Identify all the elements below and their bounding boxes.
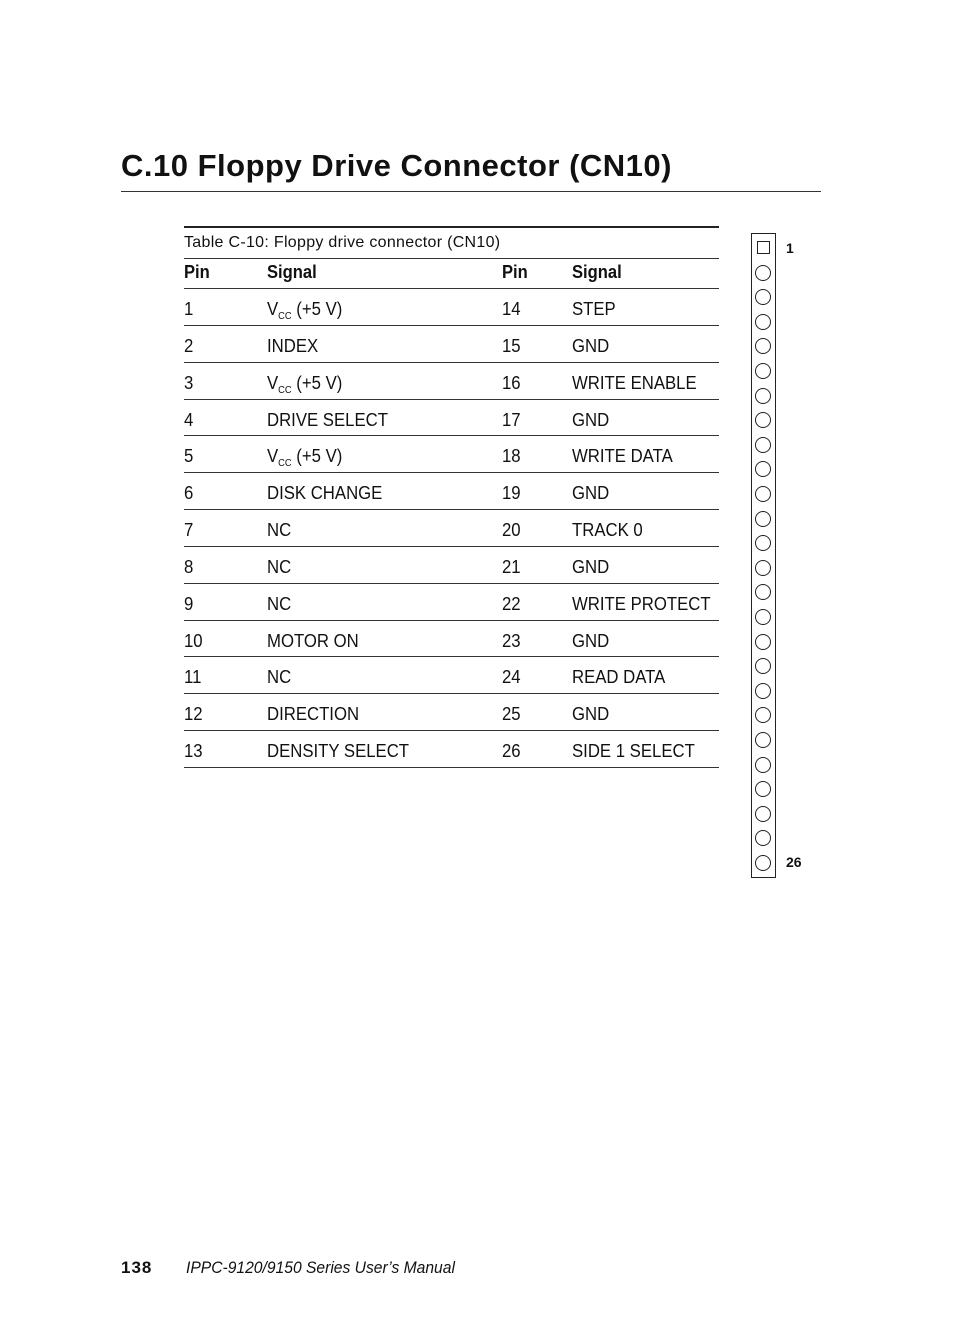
signal-name: GND (572, 409, 610, 430)
signal-name: SIDE 1 SELECT (572, 741, 695, 762)
pin-number: 25 (502, 704, 521, 725)
table-row (184, 363, 719, 400)
signal-name: DRIVE SELECT (267, 409, 388, 430)
signal-v: V (267, 299, 279, 319)
connector-pin (755, 388, 771, 404)
table-row (184, 731, 719, 768)
pin-number: 12 (184, 704, 203, 725)
table-row (184, 657, 719, 694)
table-top-rule (184, 226, 719, 228)
section-title: C.10 Floppy Drive Connector (CN10) (121, 148, 672, 183)
signal-name: DIRECTION (267, 704, 360, 725)
connector-pin (755, 338, 771, 354)
header-signal-2: Signal (572, 262, 622, 282)
pin-number: 22 (502, 593, 521, 614)
pin-table (184, 289, 719, 768)
connector-pin (755, 609, 771, 625)
manual-title: IPPC-9120/9150 Series User’s Manual (186, 1258, 455, 1277)
header-pin-2: Pin (502, 262, 528, 282)
header-signal-1: Signal (267, 262, 317, 282)
table-row (184, 436, 719, 473)
connector-diagram (751, 233, 776, 878)
signal-name: GND (572, 704, 610, 725)
signal-name: WRITE PROTECT (572, 593, 711, 614)
signal-subscript: CC (278, 458, 292, 470)
connector-label-last: 26 (786, 854, 802, 870)
table-row (184, 400, 719, 437)
signal-name: NC (267, 667, 292, 688)
signal-name (267, 299, 342, 322)
connector-pin (755, 412, 771, 428)
signal-name: MOTOR ON (267, 630, 359, 651)
connector-pin (755, 781, 771, 797)
connector-pin (755, 363, 771, 379)
pin-number: 5 (184, 446, 194, 467)
connector-pin (755, 732, 771, 748)
pin-number: 18 (502, 446, 521, 467)
signal-name (267, 373, 342, 396)
table-row (184, 289, 719, 326)
signal-name: WRITE DATA (572, 446, 673, 467)
signal-name: NC (267, 520, 292, 541)
signal-subscript: CC (278, 384, 292, 396)
table-caption: Table C-10: Floppy drive connector (CN10) (184, 234, 501, 251)
connector-pin (755, 658, 771, 674)
table-row (184, 584, 719, 621)
pin-number: 4 (184, 409, 194, 430)
pin-number: 11 (184, 667, 202, 688)
pin-number: 26 (502, 741, 521, 762)
table-row (184, 694, 719, 731)
connector-pin (755, 560, 771, 576)
table-row (184, 510, 719, 547)
signal-name: TRACK 0 (572, 520, 643, 541)
title-rule (121, 191, 821, 192)
pin-number: 9 (184, 593, 194, 614)
pin-number: 13 (184, 741, 203, 762)
signal-name: STEP (572, 299, 616, 319)
connector-pin (755, 707, 771, 723)
connector-pin (755, 486, 771, 502)
pin-number: 2 (184, 335, 194, 356)
pin-number: 17 (502, 409, 521, 430)
pin-number: 23 (502, 630, 521, 651)
signal-voltage: (+5 V) (291, 446, 343, 467)
connector-pin (755, 584, 771, 600)
signal-name: NC (267, 556, 292, 577)
pin-number: 1 (184, 299, 194, 319)
pin-number: 6 (184, 483, 194, 504)
signal-name: DENSITY SELECT (267, 741, 410, 762)
connector-pin (755, 314, 771, 330)
connector-pin (755, 855, 771, 871)
connector-label-first: 1 (786, 240, 794, 256)
pin-number: 14 (502, 299, 521, 319)
signal-name (267, 446, 342, 469)
connector-pin (755, 634, 771, 650)
signal-name: DISK CHANGE (267, 483, 383, 504)
signal-name: GND (572, 483, 610, 504)
signal-name: INDEX (267, 335, 319, 356)
signal-name: GND (572, 556, 610, 577)
header-pin-1: Pin (184, 262, 210, 282)
pin-number: 7 (184, 520, 194, 541)
signal-subscript: CC (278, 311, 292, 322)
signal-name: GND (572, 630, 610, 651)
connector-pin (755, 830, 771, 846)
pin-number: 24 (502, 667, 521, 688)
connector-pin (755, 437, 771, 453)
connector-pin (755, 265, 771, 281)
caption-rule (184, 258, 719, 259)
pin-number: 3 (184, 372, 194, 393)
page-number: 138 (121, 1258, 153, 1277)
connector-pin (755, 806, 771, 822)
signal-name: READ DATA (572, 667, 666, 688)
pin-number: 20 (502, 520, 521, 541)
pin-number: 15 (502, 335, 521, 356)
signal-name: WRITE ENABLE (572, 372, 697, 393)
connector-pin (755, 757, 771, 773)
table-row (184, 621, 719, 658)
signal-v: V (267, 372, 279, 393)
pin-number: 16 (502, 372, 521, 393)
pin-number: 21 (502, 556, 521, 577)
signal-name: GND (572, 335, 610, 356)
pin-number: 10 (184, 630, 203, 651)
connector-pin (755, 461, 771, 477)
connector-pin (755, 511, 771, 527)
signal-voltage: (+5 V) (291, 372, 343, 393)
signal-name: NC (267, 593, 292, 614)
connector-pin-1-square (757, 241, 770, 254)
table-row (184, 326, 719, 363)
signal-voltage: (+5 V) (291, 299, 343, 319)
table-row (184, 473, 719, 510)
pin-number: 19 (502, 483, 521, 504)
connector-pin (755, 683, 771, 699)
table-row (184, 547, 719, 584)
connector-pin (755, 289, 771, 305)
pin-number: 8 (184, 556, 194, 577)
connector-pin (755, 535, 771, 551)
signal-v: V (267, 446, 279, 467)
